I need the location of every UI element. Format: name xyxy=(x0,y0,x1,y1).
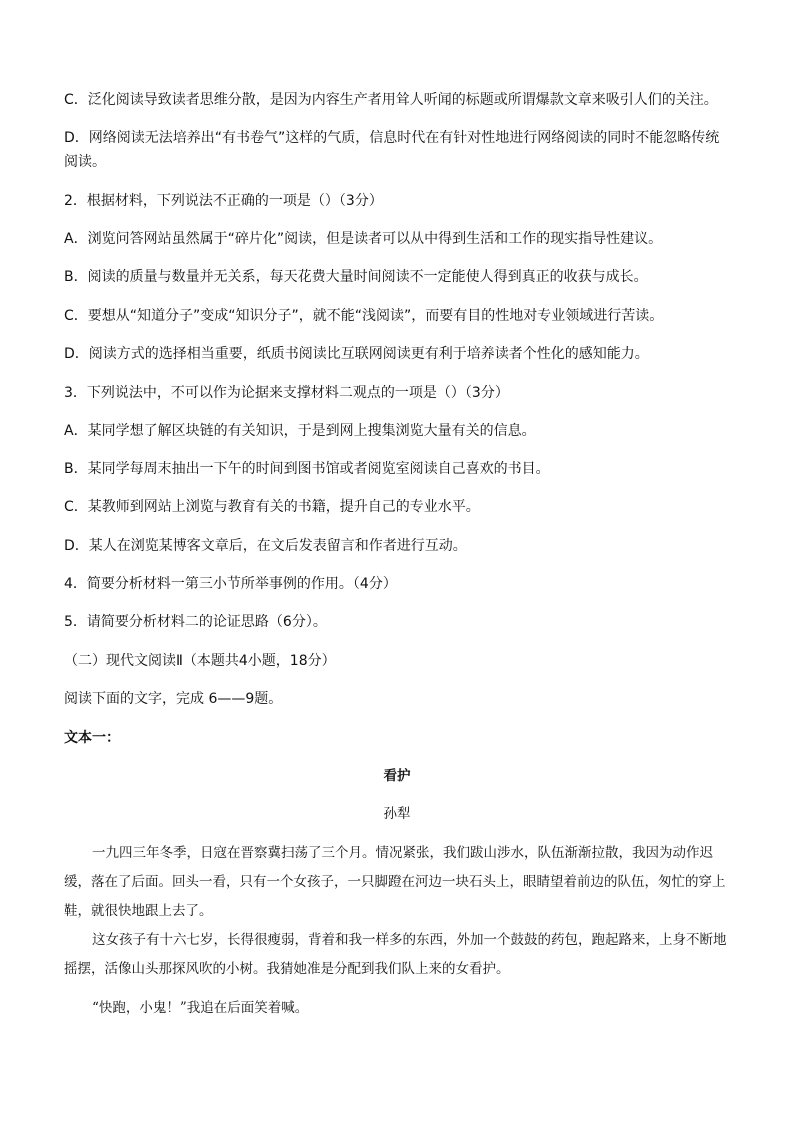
q2-option-d: D．阅读方式的选择相当重要，纸质书阅读比互联网阅读更有利于培养读者个性化的感知能力。 xyxy=(64,346,649,362)
q3-option-d: D．某人在浏览某博客文章后，在文后发表留言和作者进行互动。 xyxy=(64,538,467,554)
story-paragraph-2: 这女孩子有十六七岁，长得很瘦弱，背着和我一样多的东西，外加一个鼓鼓的药包，跑起路来，上身不断地摇摆，活像山头那探风吹的小树。我猜她准是分配到我们队上来的女看护。 xyxy=(64,932,727,977)
q3-option-c: C．某教师到网站上浏览与教育有关的书籍，提升自己的专业水平。 xyxy=(64,499,480,515)
section-heading: （二）现代文阅读Ⅱ（本题共4小题，18分） xyxy=(64,653,336,669)
story-title: 看护 xyxy=(383,768,411,784)
story-paragraph-1: 一九四三年冬季，日寇在晋察冀扫荡了三个月。情况紧张，我们跋山涉水，队伍渐渐拉散，我因为动作迟缓，落在了后面。回头一看，只有一个女孩子，一只脚蹬在河边一块石头上，眼睛望着前边的队伍，匆忙的穿上鞋，就很快地跟上去了。 xyxy=(64,845,726,919)
section-instruction: 阅读下面的文字，完成 6——9题。 xyxy=(64,691,283,707)
q1-option-c: C．泛化阅读导致读者思维分散，是因为内容生产者用耸人听闻的标题或所谓爆款文章来吸引人们的关注。 xyxy=(64,92,718,108)
q2-stem: 2．根据材料，下列说法不正确的一项是（）（3分） xyxy=(64,193,383,209)
q5: 5．请简要分析材料二的论证思路（6分）。 xyxy=(64,614,327,630)
q1-option-d-line1: D．网络阅读无法培养出“有书卷气”这样的气质，信息时代在有针对性地进行网络阅读的同时不能忽略传统 xyxy=(64,130,720,146)
story-paragraph-3: “快跑，小鬼！”我追在后面笑着喊。 xyxy=(92,1000,309,1016)
q4: 4．简要分析材料一第三小节所举事例的作用。（4分） xyxy=(64,576,397,592)
q3-option-b: B．某同学每周末抽出一下午的时间到图书馆或者阅览室阅读自己喜欢的书目。 xyxy=(64,461,550,477)
story-author: 孙犁 xyxy=(383,806,411,822)
q2-option-b: B．阅读的质量与数量并无关系，每天花费大量时间阅读不一定能使人得到真正的收获与成长。 xyxy=(64,269,648,285)
q2-option-a: A．浏览问答网站虽然属于“碎片化”阅读，但是读者可以从中得到生活和工作的现实指导性建议。 xyxy=(64,231,663,247)
q3-stem: 3．下列说法中，不可以作为论据来支撑材料二观点的一项是（）（3分） xyxy=(64,385,509,401)
q3-option-a: A．某同学想了解区块链的有关知识，于是到网上搜集浏览大量有关的信息。 xyxy=(64,423,536,439)
text-label: 文本一： xyxy=(64,730,120,746)
q1-option-d-line2: 阅读。 xyxy=(64,154,106,170)
q2-option-c: C．要想从“知道分子”变成“知识分子”，就不能“浅阅读”，而要有目的性地对专业领域进行苦读。 xyxy=(64,308,664,324)
